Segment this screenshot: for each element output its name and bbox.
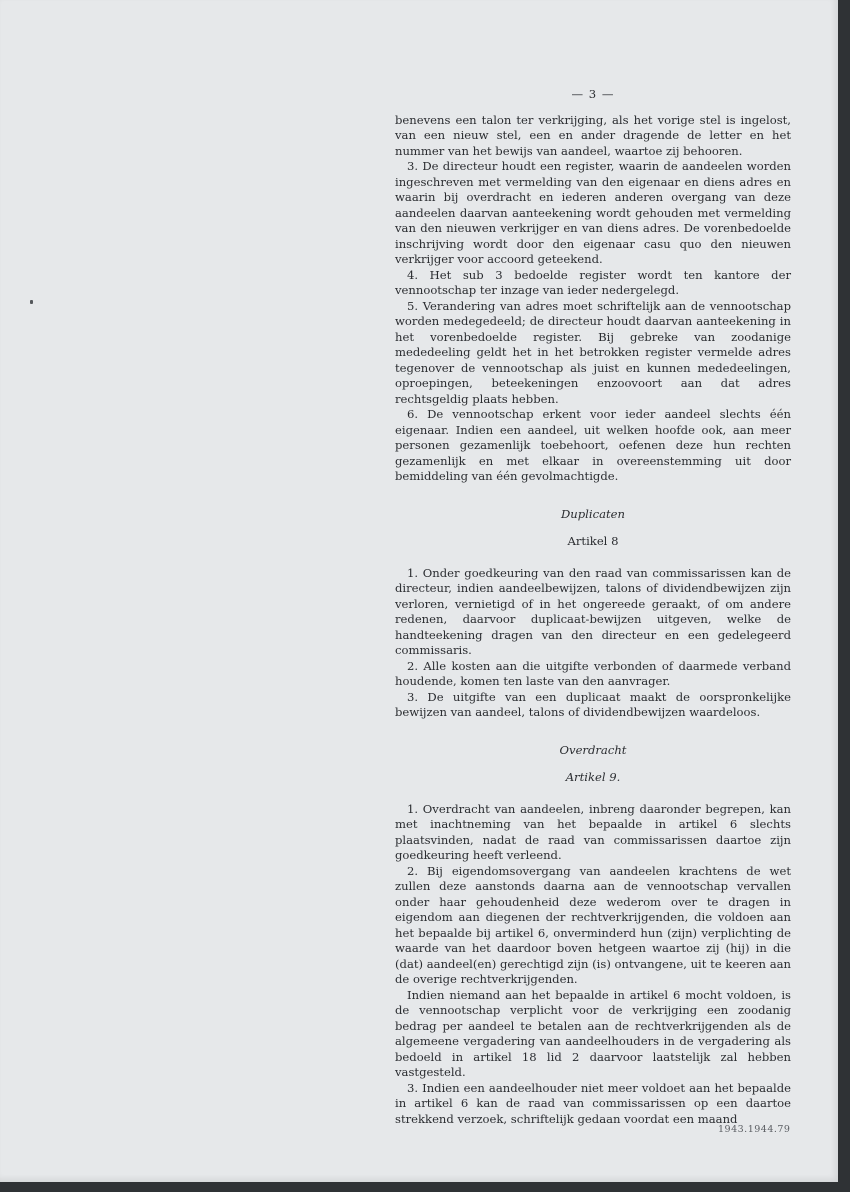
- duplicaten-paragraph-3: 3. De uitgifte van een duplicaat maakt de oorspronkelijke bewijzen van aandeel, talons of dividendbewijzen waardeloos.: [395, 689, 791, 719]
- paper-speck: [30, 300, 33, 304]
- overdracht-paragraph-2: 2. Bij eigendomsovergang van aandeelen krachtens de wet zullen deze aanstonds daarna aan de vennootschap vervallen onder haar gehoudenheid deze wederom over te dragen in eigendom aan diegenen der rechtverkrijgenden, die voldoen aan het bepaalde bij artikel 6, onverminderd hun (zijn) verplichting de waarde van het daardoor boven hetgeen waartoe zij (hij) in die (dat) aandeel(en) gerechtigd zijn (is) ontvangene, uit te keeren aan de overige rechtverkrijgenden.: [395, 863, 791, 986]
- section-heading-overdracht: Overdracht: [559, 742, 627, 757]
- intro-paragraph-3: 4. Het sub 3 bedoelde register wordt ten kantore der vennootschap ter inzage van ieder nedergelegd.: [395, 267, 791, 297]
- article-heading-8: Artikel 8: [567, 534, 619, 548]
- archive-code: 1943.1944.79: [718, 1124, 791, 1135]
- section-heading-duplicaten: Duplicaten: [561, 506, 625, 521]
- scan-border-right: [838, 0, 850, 1192]
- overdracht-paragraph-1: 1. Overdracht van aandeelen, inbreng daaronder begrepen, kan met inachtneming van het bepaalde in artikel 6 slechts plaatsvinden, nadat de raad van commissarissen daartoe zijn goedkeuring heeft verleend.: [395, 801, 791, 862]
- overdracht-paragraph-4: 3. Indien een aandeelhouder niet meer voldoet aan het bepaalde in artikel 6 kan de raad van commissarissen op een daartoe strekkend verzoek, schriftelijk gedaan voordat een maand: [395, 1080, 791, 1126]
- intro-paragraph-2: 3. De directeur houdt een register, waarin de aandeelen worden ingeschreven met vermelding van den eigenaar en diens adres en waarin bij overdracht en iederen anderen overgang van deze aandeelen daarvan aanteekening wordt gehouden met vermelding van den nieuwen verkrijger en van diens adres. De vorenbedoelde inschrijving wordt door den eigenaar casu quo den nieuwen verkrijger voor accoord geteekend.: [395, 159, 791, 266]
- scan-border-bottom: [0, 1182, 850, 1192]
- intro-paragraph-1: benevens een talon ter verkrijging, als het vorige stel is ingelost, van een nieuw stel, een en ander dragende de letter en het nummer van het bewijs van aandeel, waartoe zij behooren.: [395, 112, 791, 158]
- overdracht-paragraph-3: Indien niemand aan het bepaalde in artikel 6 mocht voldoen, is de vennootschap verplicht voor de verkrijging een zoodanig bedrag per aandeel te betalen aan de rechtverkrijgenden als de algemeene vergadering van aandeelhouders in de vergadering als bedoeld in artikel 18 lid 2 daarvoor laatstelijk zal hebben vastgesteld.: [395, 987, 791, 1079]
- text-column: [395, 87, 791, 1127]
- duplicaten-paragraph-2: 2. Alle kosten aan die uitgifte verbonden of daarmede verband houdende, komen ten laste van den aanvrager.: [395, 658, 791, 688]
- duplicaten-paragraph-1: 1. Onder goedkeuring van den raad van commissarissen kan de directeur, indien aandeelbewijzen, talons of dividendbewijzen zijn verloren, vernietigd of in het ongereede geraakt, of om andere redenen, daarvoor duplicaat-bewijzen uitgeven, welke de handteekening dragen van den directeur en een gedelegeerd commissaris.: [395, 565, 791, 657]
- article-heading-9: Artikel 9.: [565, 770, 621, 784]
- intro-paragraph-5: 6. De vennootschap erkent voor ieder aandeel slechts één eigenaar. Indien een aandeel, uit welken hoofde ook, aan meer personen gezamenlijk toebehoort, oefenen deze hun rechten gezamenlijk en met elkaar in overeenstemming uit door bemiddeling van één gevolmachtigde.: [395, 407, 791, 483]
- intro-paragraph-4: 5. Verandering van adres moet schriftelijk aan de vennootschap worden medegedeeld; de directeur houdt daarvan aanteekening in het vorenbedoelde register. Bij gebreke van zoodanige mededeeling geldt het in het betrokken register vermelde adres tegenover de vennootschap als juist en kunnen mededeelingen, oproepingen, beteekeningen enzoovoort aan dat adres rechtsgeldig plaats hebben.: [395, 298, 791, 406]
- page-number: — 3 —: [571, 87, 615, 101]
